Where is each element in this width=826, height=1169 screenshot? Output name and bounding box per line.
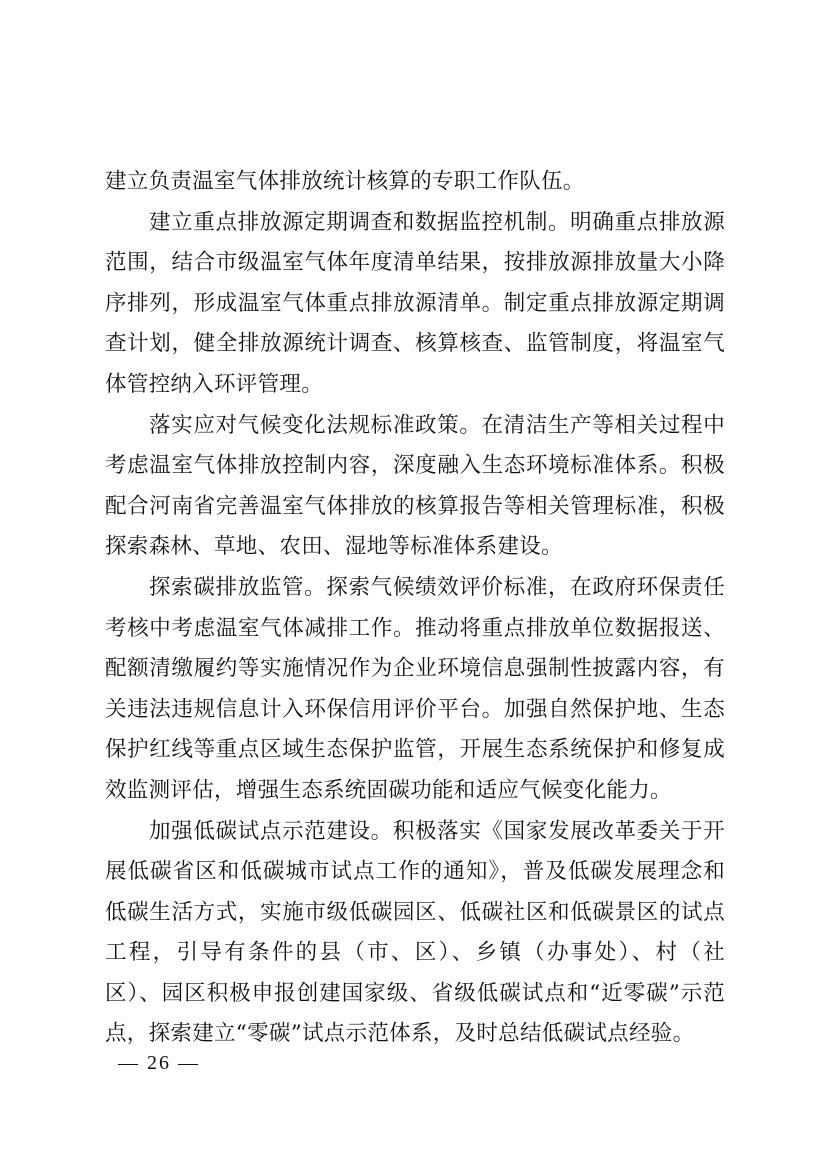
paragraph-low-carbon-pilots: 加强低碳试点示范建设。积极落实《国家发展改革委关于开展低碳省区和低碳城市试点工作的通知》，普及低碳发展理念和低碳生活方式，实施市级低碳园区、低碳社区和低碳景区的试点工程，引导有条件的县（市、区）、乡镇（办事处）、村（社区）、园区积极申报创建国家级、省级低碳试点和“近零碳”示范点，探索建立“零碳”试点示范体系，及时总结低碳试点经验。 <box>105 818 725 1047</box>
body-text <box>105 162 725 1055</box>
paragraph-carbon-supervision: 探索碳排放监管。探索气候绩效评价标准，在政府环保责任考核中考虑温室气体减排工作。推动将重点排放单位数据报送、配额清缴履约等实施情况作为企业环境信息强制性披露内容，有关违法违规信息计入环保信用评价平台。加强自然保护地、生态保护红线等重点区域生态保护监管，开展生态系统保护和修复成效监测评估，增强生态系统固碳功能和适应气候变化能力。 <box>105 574 725 803</box>
paragraph-emission-monitoring: 建立重点排放源定期调查和数据监控机制。明确重点排放源范围，结合市级温室气体年度清单结果，按排放源排放量大小降序排列，形成温室气体重点排放源清单。制定重点排放源定期调查计划，健全排放源统计调查、核算核查、监管制度，将温室气体管控纳入环评管理。 <box>105 209 725 397</box>
paragraph-regulations-standards: 落实应对气候变化法规标准政策。在清洁生产等相关过程中考虑温室气体排放控制内容，深度融入生态环境标准体系。积极配合河南省完善温室气体排放的核算报告等相关管理标准，积极探索森林、草地、农田、湿地等标准体系建设。 <box>105 412 725 560</box>
paragraph-continuation: 建立负责温室气体排放统计核算的专职工作队伍。 <box>105 169 585 194</box>
page-number: — 26 — <box>118 1052 200 1074</box>
